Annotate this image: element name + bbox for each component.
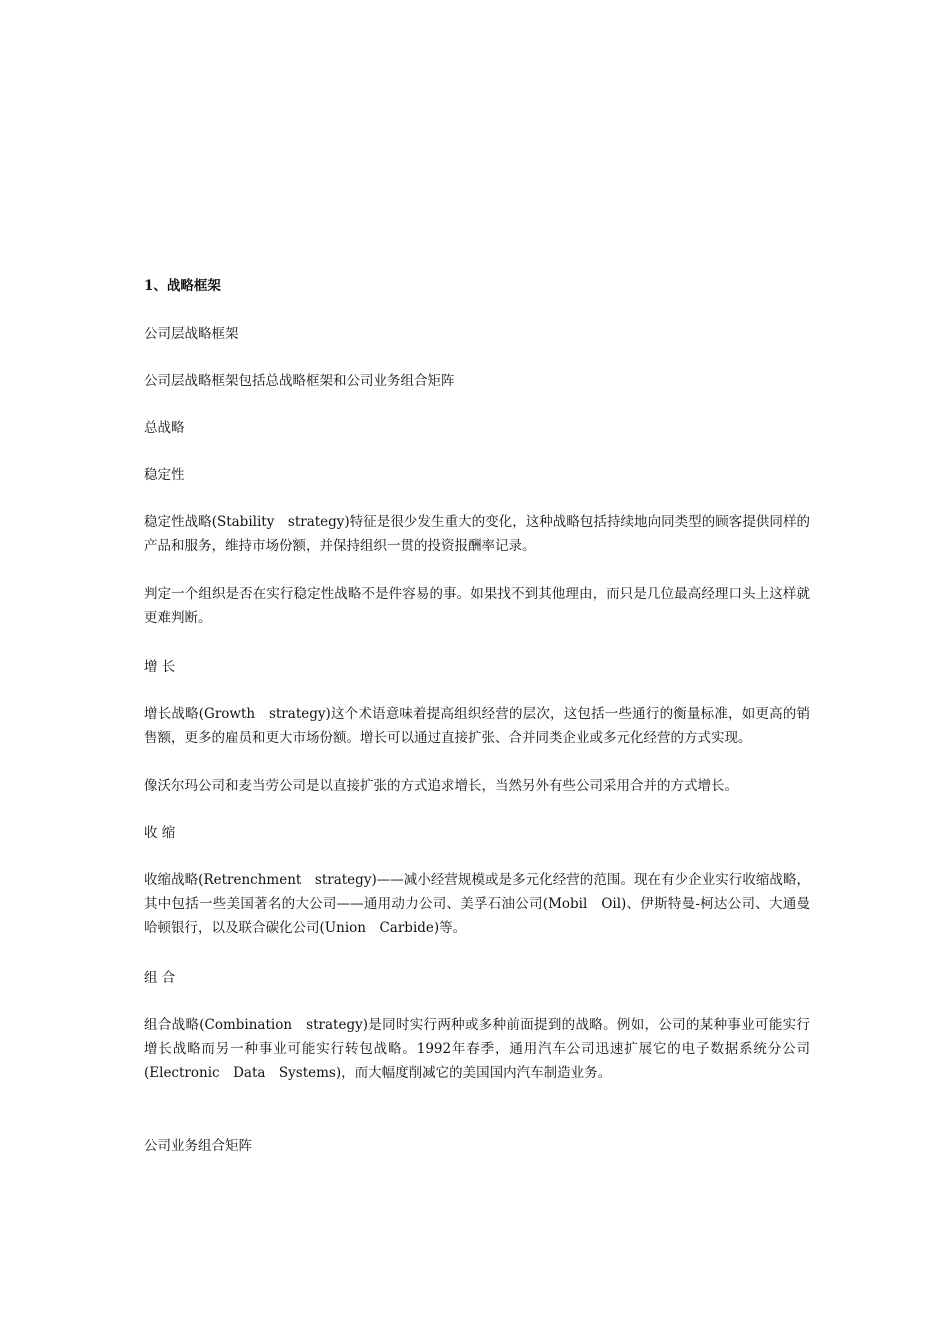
growth-paragraph-1: 增长战略(Growth strategy)这个术语意味着提高组织经营的层次，这包括一些通行的衡量标准，如更高的销售额，更多的雇员和更大市场份额。增长可以通过直接扩张、合并同类企业或多元化经营的方式实现。: [144, 706, 810, 746]
combination-heading: 组 合: [144, 970, 176, 986]
stability-paragraph-2: 判定一个组织是否在实行稳定性战略不是件容易的事。如果找不到其他理由，而只是几位最高经理口头上这样就更难判断。: [144, 586, 810, 626]
portfolio-matrix-heading: 公司业务组合矩阵: [144, 1138, 252, 1154]
corp-strategy-intro: 公司层战略框架包括总战略框架和公司业务组合矩阵: [144, 373, 455, 389]
growth-heading: 增 长: [144, 659, 176, 675]
retrenchment-heading: 收 缩: [144, 825, 176, 841]
growth-paragraph-2: 像沃尔玛公司和麦当劳公司是以直接扩张的方式追求增长，当然另外有些公司采用合并的方式增长。: [144, 778, 738, 794]
corp-strategy-heading: 公司层战略框架: [144, 326, 239, 342]
stability-paragraph-1: 稳定性战略(Stability strategy)特征是很少发生重大的变化，这种战略包括持续地向同类型的顾客提供同样的产品和服务，维持市场份额，并保持组织一贯的投资报酬率记录。: [144, 514, 810, 554]
overall-strategy-heading: 总战略: [144, 420, 185, 436]
combination-paragraph-1: 组合战略(Combination strategy)是同时实行两种或多种前面提到的战略。例如，公司的某种事业可能实行增长战略而另一种事业可能实行转包战略。1992年春季，通用汽车公司迅速扩展它的电子数据系统分公司(Electronic Data Systems)，而大幅度削减它的美国国内汽车制造业务。: [144, 1017, 810, 1081]
stability-heading: 稳定性: [144, 467, 185, 483]
section-title: 1、战略框架: [144, 278, 221, 294]
retrenchment-paragraph-1: 收缩战略(Retrenchment strategy)——减小经营规模或是多元化经营的范围。现在有少企业实行收缩战略，其中包括一些美国著名的大公司——通用动力公司、美孚石油公司(Mobil Oil)、伊斯特曼-柯达公司、大通曼哈顿银行，以及联合碳化公司(Union Carbide)等。: [144, 872, 810, 936]
